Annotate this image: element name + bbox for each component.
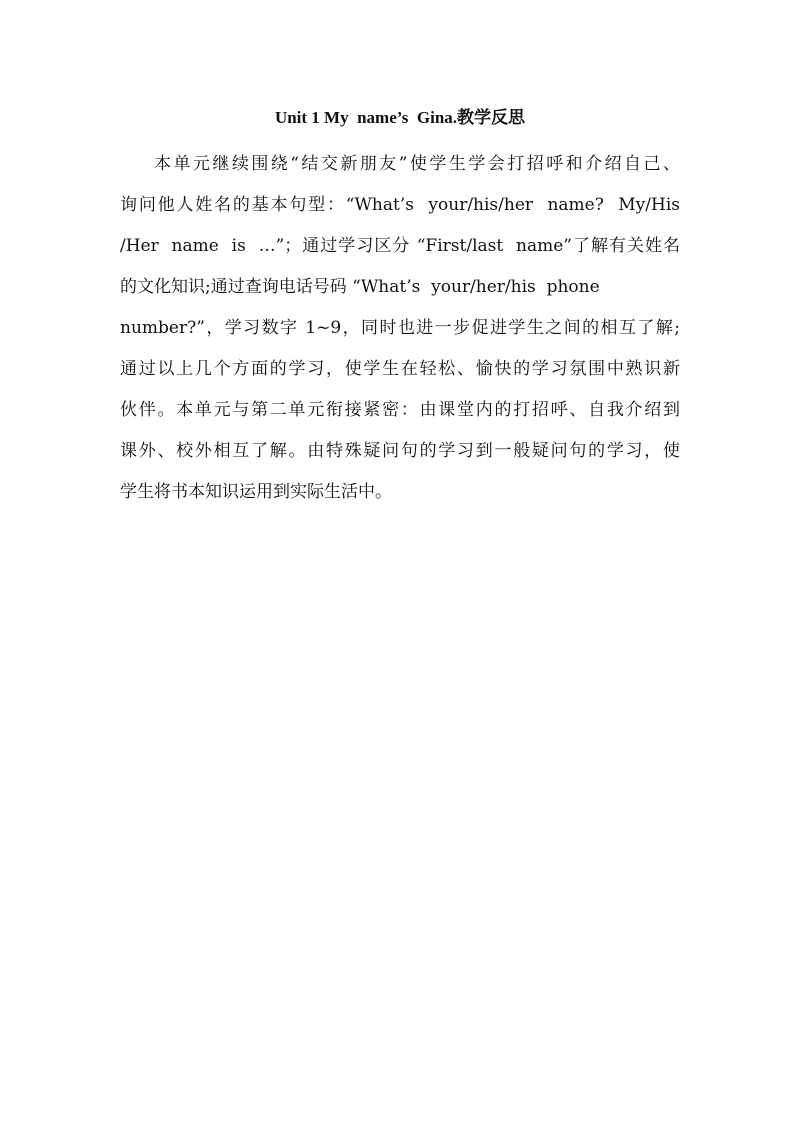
- paragraph-line-8: 课外、校外相互了解。由特殊疑问句的学习到一般疑问句的学习，使: [120, 441, 680, 461]
- paragraph-line-5: number?”，学习数字 1~9，同时也进一步促进学生之间的相互了解;: [120, 318, 680, 338]
- paragraph-line-9: 学生将书本知识运用到实际生活中。: [120, 482, 392, 502]
- document-title: Unit 1 My name’s Gina.教学反思: [274, 108, 526, 127]
- paragraph-line-1: 本单元继续围绕“结交新朋友”使学生学会打招呼和介绍自己、: [154, 154, 680, 174]
- paragraph-line-4: 的文化知识;通过查询电话号码 “What’s your/her/his phone: [120, 277, 600, 297]
- paragraph-line-6: 通过以上几个方面的学习，使学生在轻松、愉快的学习氛围中熟识新: [120, 359, 680, 379]
- paragraph-line-2: 询问他人姓名的基本句型：“What’s your/his/her name? My/His: [120, 195, 680, 215]
- paragraph-line-7: 伙伴。本单元与第二单元衔接紧密：由课堂内的打招呼、自我介绍到: [120, 400, 680, 420]
- paragraph-line-3: /Her name is …”；通过学习区分 “First/last name”了解有关姓名: [120, 236, 680, 256]
